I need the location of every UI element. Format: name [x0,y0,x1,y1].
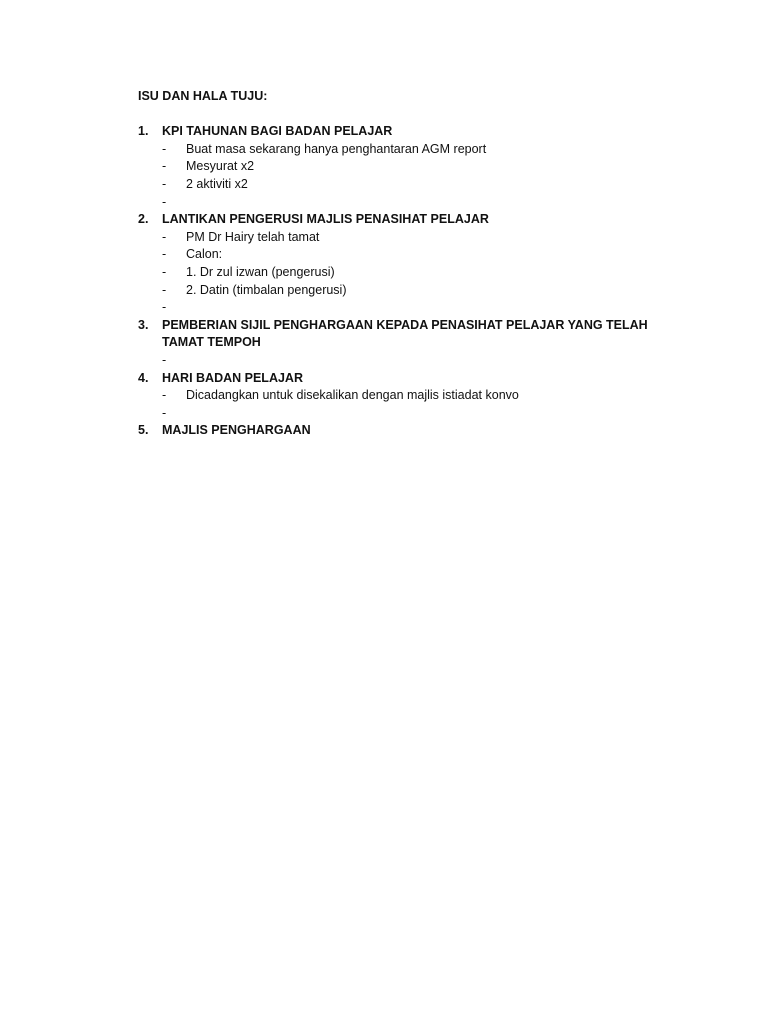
sub-item-text: 2 aktiviti x2 [186,176,248,191]
dash-marker: - [162,159,167,174]
dash-marker: - [162,388,167,403]
sub-item-text: PM Dr Hairy telah tamat [186,229,320,244]
item-number: 1. [138,124,149,139]
item-title: MAJLIS PENGHARGAAN [162,423,311,438]
sub-item-list [138,229,678,317]
sub-item-text [186,405,678,423]
sub-item [138,387,678,405]
item-title: HARI BADAN PELAJAR [162,370,303,385]
sub-item-text [186,352,678,370]
agenda-item-2 [138,211,678,317]
dash-marker: - [162,141,167,156]
item-number: 2. [138,212,149,227]
sub-item [138,405,678,423]
sub-item [138,176,678,194]
dash-marker: - [162,352,167,367]
item-title: KPI TAHUNAN BAGI BADAN PELAJAR [162,124,393,139]
dash-marker: - [162,247,167,262]
sub-item-list [138,387,678,422]
sub-item-text: 2. Datin (timbalan pengerusi) [186,282,347,297]
sub-item [138,194,678,212]
sub-item-list [138,141,678,211]
agenda-item-5 [138,422,678,440]
sub-item-text [186,299,678,317]
sub-item [138,282,678,300]
document-page [138,88,678,440]
agenda-item-4 [138,370,678,423]
sub-item-text: Buat masa sekarang hanya penghantaran AGM report [186,141,487,156]
item-title: LANTIKAN PENGERUSI MAJLIS PENASIHAT PELAJAR [162,212,489,227]
sub-item [138,264,678,282]
sub-item [138,141,678,159]
sub-item [138,229,678,247]
sub-item [138,352,678,370]
item-number: 3. [138,317,149,332]
sub-item-text [186,194,678,212]
dash-marker: - [162,176,167,191]
sub-item-text: Dicadangkan untuk disekalikan dengan majlis istiadat konvo [186,388,519,403]
sub-item-text: Mesyurat x2 [186,159,255,174]
sub-item [138,158,678,176]
dash-marker: - [162,229,167,244]
sub-item-text: Calon: [186,247,223,262]
item-number: 5. [138,423,149,438]
dash-marker: - [162,264,167,279]
dash-marker: - [162,300,167,315]
dash-marker: - [162,282,167,297]
agenda-item-3 [138,317,678,370]
dash-marker: - [162,405,167,420]
document-heading: ISU DAN HALA TUJU: [138,89,268,103]
item-title: PEMBERIAN SIJIL PENGHARGAAN KEPADA PENASIHAT PELAJAR YANG TELAH TAMAT TEMPOH [162,317,648,350]
sub-item [138,246,678,264]
item-number: 4. [138,370,149,385]
sub-item [138,299,678,317]
agenda-item-1 [138,123,678,211]
dash-marker: - [162,194,167,209]
sub-item-list [138,352,678,370]
sub-item-text: 1. Dr zul izwan (pengerusi) [186,264,335,279]
